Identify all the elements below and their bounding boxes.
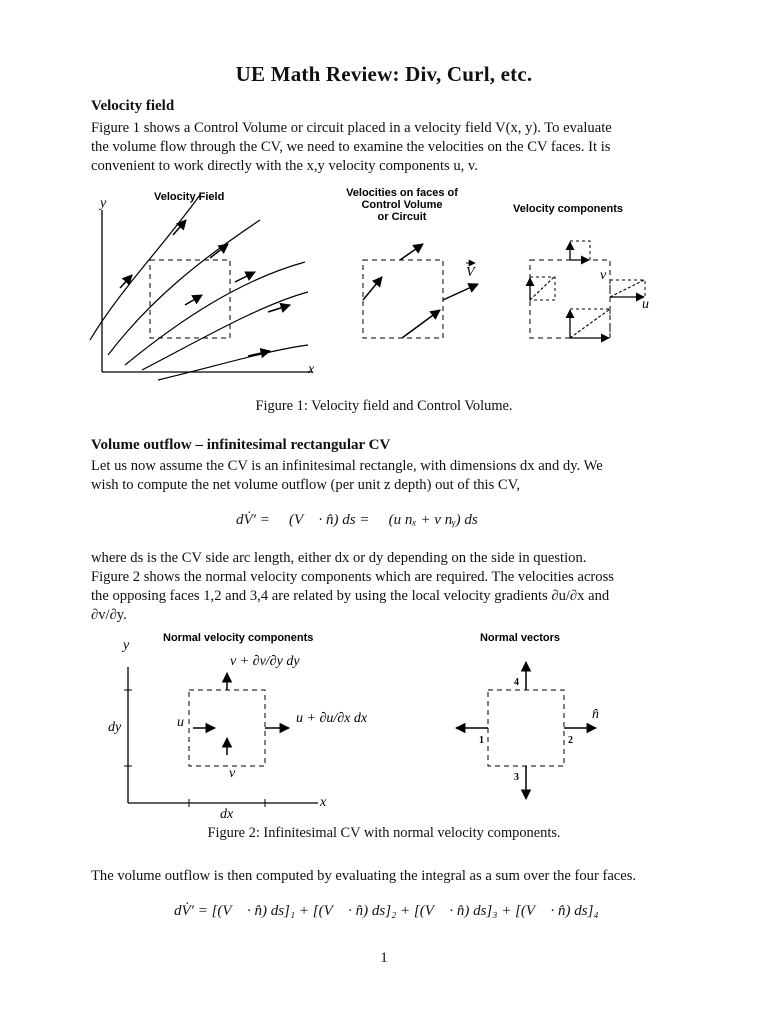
- text-line: ∂v/∂y.: [91, 607, 127, 623]
- text-line: wish to compute the net volume outflow (per unit z depth) out of this CV,: [91, 477, 520, 493]
- face-velocity-arrow: [402, 310, 440, 338]
- dy-label: dy: [108, 720, 122, 735]
- text-line: the opposing faces 1,2 and 3,4 are related by using the local velocity gradients ∂u/∂x and: [91, 588, 610, 604]
- figure-1: [80, 180, 680, 395]
- control-volume: [363, 260, 443, 338]
- section-heading-velocity-field: Velocity field: [91, 98, 175, 114]
- dx-label: dx: [220, 807, 234, 822]
- resultant-arrow: [610, 280, 644, 297]
- face-velocity-arrow: [443, 284, 478, 300]
- streamline: [108, 220, 260, 355]
- face-4-label: 4: [514, 677, 519, 688]
- velocity-components-panel: [513, 203, 649, 338]
- resultant-arrow: [570, 309, 610, 338]
- paragraph-velocity-field: [91, 119, 679, 176]
- panel-title-normal-velocity: Normal velocity components: [163, 632, 314, 644]
- resultant-arrow: [530, 277, 554, 300]
- face-velocity-arrow: [363, 277, 382, 300]
- velocity-arrow: [120, 275, 132, 288]
- face-3-label: 3: [514, 772, 519, 783]
- text-line: the volume flow through the CV, we need to examine the velocities on the CV faces. It is: [91, 139, 611, 155]
- velocity-arrow: [185, 295, 202, 305]
- vector-v-label: V: [466, 265, 475, 280]
- velocity-arrow: [210, 244, 228, 258]
- page-number: 1: [380, 950, 388, 966]
- n-hat-label: n̂: [592, 707, 599, 722]
- streamline: [142, 292, 308, 370]
- u-plus-label: u + ∂u/∂x dx: [296, 711, 368, 726]
- streamline: [125, 262, 305, 365]
- cv-outline: [488, 690, 564, 766]
- v-label: v: [229, 766, 236, 781]
- normal-velocity-panel: [108, 632, 368, 822]
- section-heading-volume-outflow: Volume outflow – infinitesimal rectangular CV: [91, 437, 391, 453]
- figure-2-caption: Figure 2: Infinitesimal CV with normal velocity components.: [207, 825, 561, 841]
- v-component-label: v: [600, 268, 607, 283]
- cv-faces-panel: [346, 187, 478, 338]
- equation-volume-outflow: dV̇′ = ∮ (V⃗ · n̂) ds = ∮ (u nₓ + v nᵧ) ds: [236, 512, 478, 528]
- paragraph-sum-over-faces: [91, 867, 679, 886]
- velocity-field-panel: [90, 191, 315, 380]
- y-axis-label: y: [123, 638, 130, 653]
- v-plus-label: v + ∂v/∂y dy: [230, 654, 300, 669]
- panel-title-line: or Circuit: [377, 211, 427, 223]
- text-line: Figure 1 shows a Control Volume or circuit placed in a velocity field V(x, y). To evaluate: [91, 120, 612, 136]
- figure-2: [90, 625, 630, 825]
- panel-title-velocity-field: Velocity Field: [154, 191, 225, 203]
- paragraph-volume-outflow: [91, 457, 679, 495]
- text-line: convenient to work directly with the x,y velocity components u, v.: [91, 158, 478, 174]
- u-label: u: [177, 715, 184, 730]
- face-velocity-arrow: [400, 244, 423, 260]
- streamline: [90, 195, 200, 340]
- panel-title-velocity-components: Velocity components: [512, 203, 624, 215]
- text-line: Figure 2 shows the normal velocity components which are required. The velocities across: [91, 569, 614, 585]
- text-line: where ds is the CV side arc length, either dx or dy depending on the side in question.: [91, 550, 587, 566]
- text-line: The volume outflow is then computed by evaluating the integral as a sum over the four faces.: [91, 868, 637, 884]
- normal-vectors-panel: [456, 632, 599, 799]
- face-1-label: 1: [479, 735, 484, 746]
- text-line: Let us now assume the CV is an infinitesimal rectangle, with dimensions dx and dy. We: [91, 458, 603, 474]
- x-axis-label: x: [308, 362, 315, 377]
- component-box: [570, 241, 590, 260]
- page-title: UE Math Review: Div, Curl, etc.: [235, 62, 533, 86]
- velocity-arrow: [235, 272, 255, 282]
- panel-title-line: Velocities on faces of: [346, 187, 458, 199]
- figure-1-caption: Figure 1: Velocity field and Control Volume.: [255, 398, 513, 414]
- paragraph-side-length: [91, 549, 679, 625]
- panel-title-line: Control Volume: [361, 199, 443, 211]
- u-component-label: u: [642, 297, 649, 312]
- panel-title-normal-vectors: Normal vectors: [479, 632, 561, 644]
- face-2-label: 2: [568, 735, 573, 746]
- y-axis-label: y: [100, 196, 107, 211]
- x-axis-label: x: [320, 795, 327, 810]
- equation-face-sum: dV̇′ = [(V⃗ · n̂) ds]₁ + [(V⃗ · n̂) ds]₂ + [(V⃗ · n̂) ds]₃ + [(V⃗ · n̂) ds]₄: [174, 903, 599, 919]
- velocity-arrow: [268, 305, 290, 312]
